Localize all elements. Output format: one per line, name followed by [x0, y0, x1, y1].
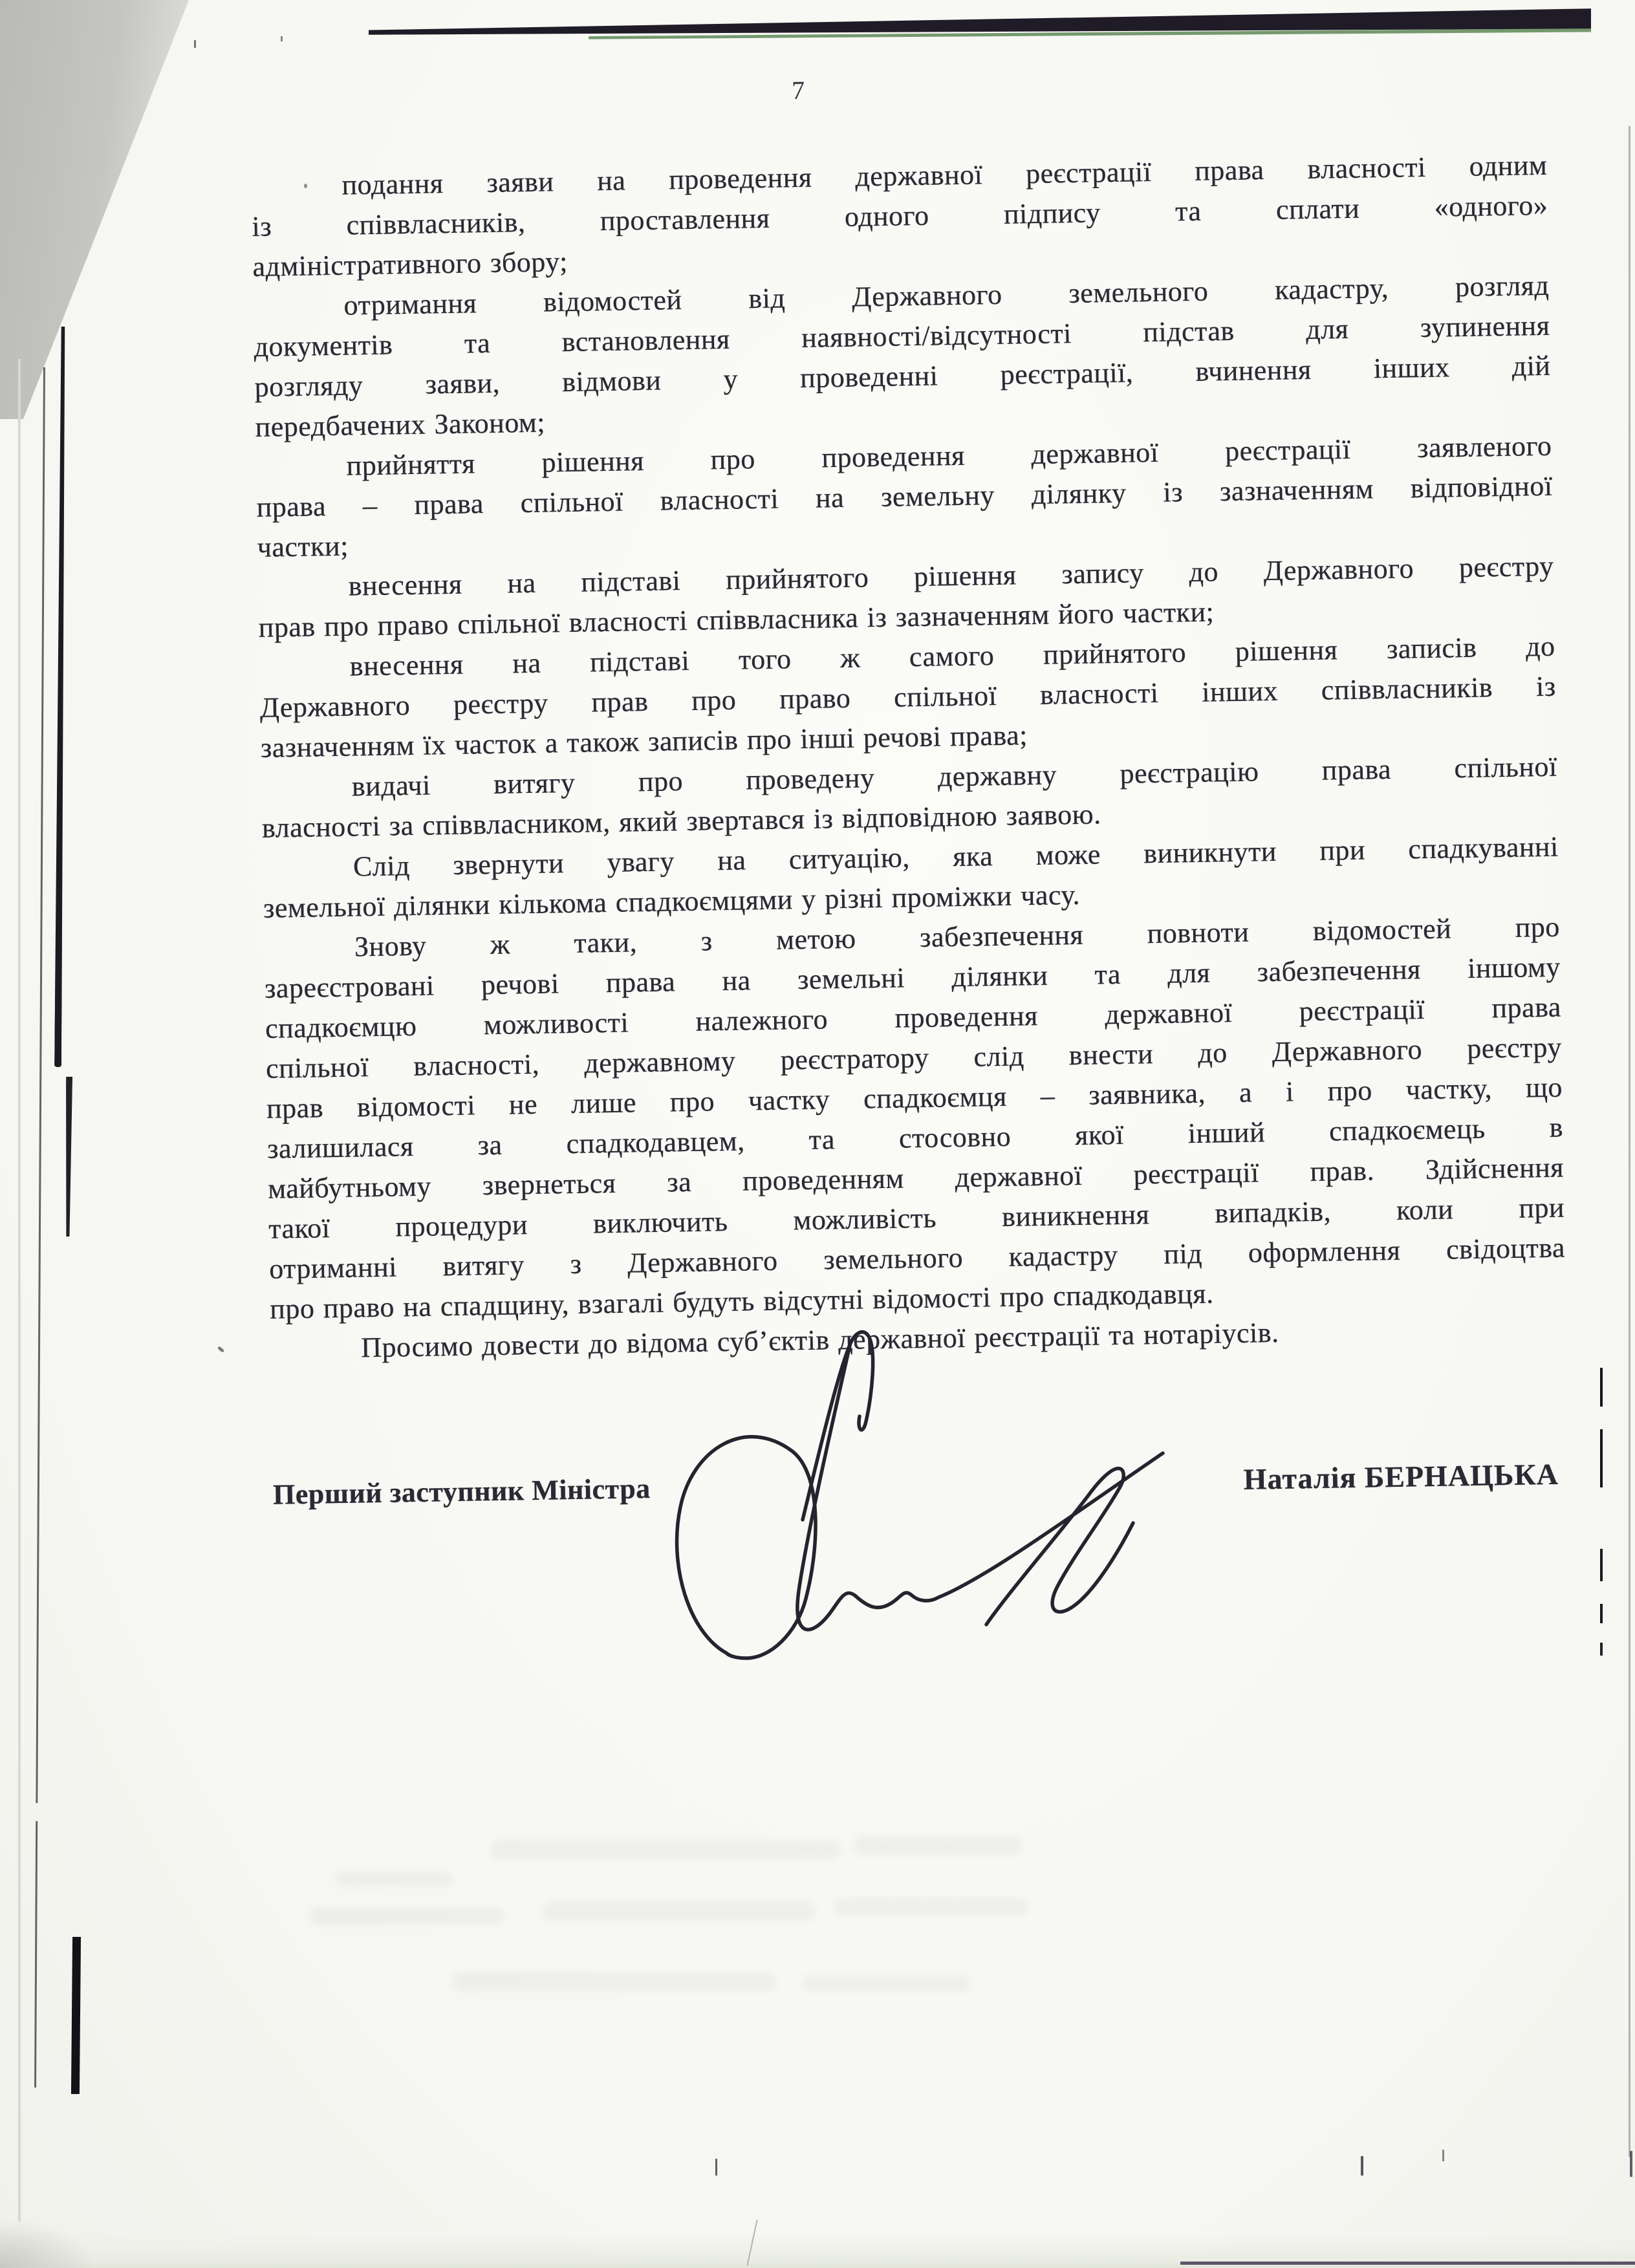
text-line: адміністративного збору; — [252, 245, 568, 283]
scan-speck — [1442, 2150, 1444, 2161]
bleed-through-smudge — [854, 1837, 1022, 1855]
signature-stroke — [797, 1343, 938, 1630]
paragraph — [251, 146, 1549, 287]
text-line: отриманні витягу з Державного земельного кадастру під оформлення свідоцтва — [268, 1231, 1566, 1285]
text-line: спільної власності, державному реєстратору слід внести до Державного реєстру — [265, 1031, 1563, 1085]
bleed-through-smudge — [453, 1972, 776, 1991]
text-line: розгляду заяви, відмови у проведенні реєстрації, вчинення інших дій — [254, 349, 1551, 403]
page-number: 7 — [791, 75, 805, 105]
scan-artifact-left-streak — [65, 1077, 72, 1237]
text-line: зазначенням їх часток а також записів про інші речові права; — [260, 719, 1028, 764]
scanner-background-corner — [0, 0, 194, 427]
text-line: Знову ж таки, з метою забезпечення повноти відомостей про — [354, 911, 1561, 963]
bleed-through-smudge — [336, 1872, 453, 1886]
text-line: прав відомості не лише про частку спадкоємця – заявника, а і про частку, що — [266, 1071, 1563, 1125]
text-line: Державного реєстру прав про право спільної власності інших співвласників із — [259, 670, 1556, 724]
document-content — [251, 75, 1569, 1513]
text-line: земельної ділянки кількома спадкоємцями у різні проміжки часу. — [263, 878, 1081, 924]
scan-artifact-right-edge-line — [1629, 126, 1630, 2157]
text-line: прийняття рішення про проведення державної реєстрації заявленого — [346, 429, 1552, 482]
text-line: майбутньому звернеться за проведенням державної реєстрації прав. Здійснення — [267, 1151, 1565, 1205]
scan-speck — [217, 1346, 225, 1353]
scan-artifact-left-bottom-bar — [71, 1937, 81, 2094]
text-line: спадкоємцю можливості належного проведення державної реєстрації права — [265, 991, 1562, 1044]
text-line: про право на спадщину, взагалі будуть відсутні відомості про спадкодавця. — [269, 1277, 1214, 1325]
text-line: частки; — [257, 530, 349, 563]
text-line: такої процедури виключить можливість виникнення випадків, коли при — [268, 1191, 1565, 1245]
scan-speck — [194, 40, 196, 48]
text-line: передбачених Законом; — [255, 406, 546, 443]
text-line: зареєстровані речові права на земельні ділянки та для забезпечення іншому — [264, 951, 1561, 1004]
text-line: із співвласників, проставлення одного підпису та сплати «одного» — [252, 189, 1548, 243]
text-line: права – права спільної власності на земельну ділянку із зазначенням відповідної — [256, 470, 1553, 523]
scan-artifact-bottom-left-shadow — [0, 2218, 97, 2268]
signature-stroke — [938, 1453, 1163, 1597]
scan-speck — [1361, 2156, 1363, 2176]
scan-artifact-left-streak — [54, 327, 67, 1067]
signature-stroke — [986, 1469, 1133, 1625]
paragraph — [264, 907, 1566, 1330]
text-line: документів та встановлення наявності/відсутності підстав для зупинення — [254, 309, 1550, 363]
paragraph — [259, 627, 1557, 768]
bleed-through-smudge — [834, 1898, 1028, 1915]
paragraph — [255, 426, 1554, 568]
text-line: залишилася за спадкодавцем, та стосовно якої інший спадкоємець в — [266, 1111, 1564, 1165]
text-line: видачі витягу про проведену державну реєстрацію права спільної — [351, 750, 1558, 803]
text-line: власності за співвласником, який звертався із відповідною заявою. — [261, 798, 1101, 844]
text-line: внесення на підставі того ж самого прийнятого рішення записів до — [349, 630, 1555, 682]
scan-speck — [281, 36, 283, 41]
scan-artifact-bottom-line — [1180, 2262, 1635, 2265]
bleed-through-smudge — [492, 1840, 841, 1859]
scan-artifact-left-thin-line — [34, 367, 45, 2088]
scan-artifact-dashed-line — [1600, 1368, 1603, 1656]
signatory-title: Перший заступник Міністра — [272, 1473, 651, 1511]
text-line: отримання відомостей від Державного земельного кадастру, розгляд — [343, 269, 1550, 321]
handwritten-signature — [650, 1319, 1174, 1681]
text-line: внесення на підставі прийнятого рішення запису до Державного реєстру — [348, 550, 1554, 602]
page-edge-shadow — [18, 359, 21, 2221]
paragraph — [253, 266, 1552, 448]
text-line: Слід звернути увагу на ситуацію, яка може виникнути при спадкуванні — [352, 830, 1559, 883]
scan-speck — [1630, 2151, 1632, 2177]
text-line: прав про право спільної власності співвласника із зазначенням його частки; — [258, 596, 1215, 643]
bleed-through-smudge — [310, 1908, 504, 1925]
signature-stroke — [677, 1437, 816, 1658]
signatory-name: Наталія БЕРНАЦЬКА — [1243, 1457, 1559, 1496]
text-line: Просимо довести до відома суб’єктів державної реєстрації та нотаріусів. — [360, 1316, 1279, 1364]
text-line: подання заяви на проведення державної реєстрації права власності одним — [341, 149, 1548, 201]
bleed-through-smudge — [543, 1901, 815, 1921]
bleed-through-smudge — [802, 1976, 970, 1991]
scan-speck — [715, 2159, 717, 2176]
